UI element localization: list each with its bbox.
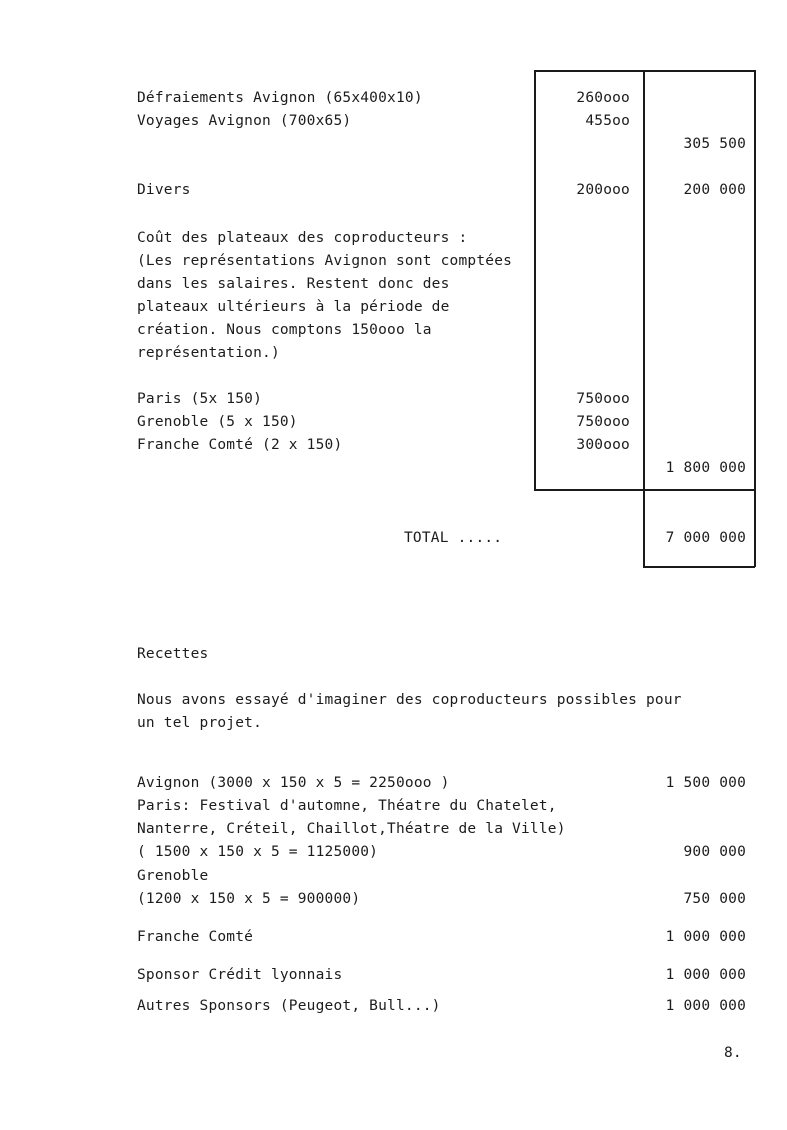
table-lower-border [534,489,755,491]
paris-recette-line: Paris: Festival d'automne, Théatre du Chatelet, [137,798,557,814]
autres-sponsors-amount: 1 000 000 [665,998,746,1014]
voyages-label: Voyages Avignon (700x65) [137,113,352,129]
plateaux-text-line: création. Nous comptons 150ooo la [137,322,432,338]
franche-plateau-amount: 300ooo [576,437,630,453]
plateaux-text-line: dans les salaires. Restent donc des [137,276,450,292]
sponsor-recette-label: Sponsor Crédit lyonnais [137,967,343,983]
sponsor-recette-amount: 1 000 000 [665,967,746,983]
paris-recette-line: ( 1500 x 150 x 5 = 1125000) [137,844,379,860]
voyages-amount: 455oo [585,113,630,129]
defraiements-label: Défraiements Avignon (65x400x10) [137,90,423,106]
defraiements-amount: 260ooo [576,90,630,106]
plateaux-text-line: plateaux ultérieurs à la période de [137,299,450,315]
recettes-intro-line: un tel projet. [137,715,263,731]
paris-plateau-label: Paris (5x 150) [137,391,263,407]
divers-amount: 200ooo [576,182,630,198]
grenoble-recette-calc: (1200 x 150 x 5 = 900000) [137,891,361,907]
plateaux-text-line: représentation.) [137,345,280,361]
table-right-border [754,70,756,567]
recettes-heading: Recettes [137,646,209,662]
plateaux-subtotal: 1 800 000 [665,460,746,476]
recettes-intro-line: Nous avons essayé d'imaginer des coproducteurs possibles pour [137,692,682,708]
plateaux-text-line: Coût des plateaux des coproducteurs : [137,230,468,246]
total-label: TOTAL ..... [404,530,503,546]
total-box-bottom-border [643,566,755,568]
paris-plateau-amount: 750ooo [576,391,630,407]
grenoble-recette-label: Grenoble [137,868,209,884]
page-number: 8. [724,1045,742,1061]
franche-recette-label: Franche Comté [137,929,254,945]
grenoble-plateau-label: Grenoble (5 x 150) [137,414,298,430]
franche-plateau-label: Franche Comté (2 x 150) [137,437,343,453]
avignon-subtotal: 305 500 [683,136,746,152]
autres-sponsors-label: Autres Sponsors (Peugeot, Bull...) [137,998,441,1014]
avignon-recette-label: Avignon (3000 x 150 x 5 = 2250ooo ) [137,775,450,791]
divers-subtotal: 200 000 [683,182,746,198]
paris-recette-amount: 900 000 [683,844,746,860]
total-amount: 7 000 000 [665,530,746,546]
paris-recette-line: Nanterre, Créteil, Chaillot,Théatre de la Ville) [137,821,566,837]
grenoble-plateau-amount: 750ooo [576,414,630,430]
plateaux-text-line: (Les représentations Avignon sont comptées [137,253,513,269]
franche-recette-amount: 1 000 000 [665,929,746,945]
grenoble-recette-amount: 750 000 [683,891,746,907]
table-top-border [534,70,755,72]
avignon-recette-amount: 1 500 000 [665,775,746,791]
divers-label: Divers [137,182,191,198]
